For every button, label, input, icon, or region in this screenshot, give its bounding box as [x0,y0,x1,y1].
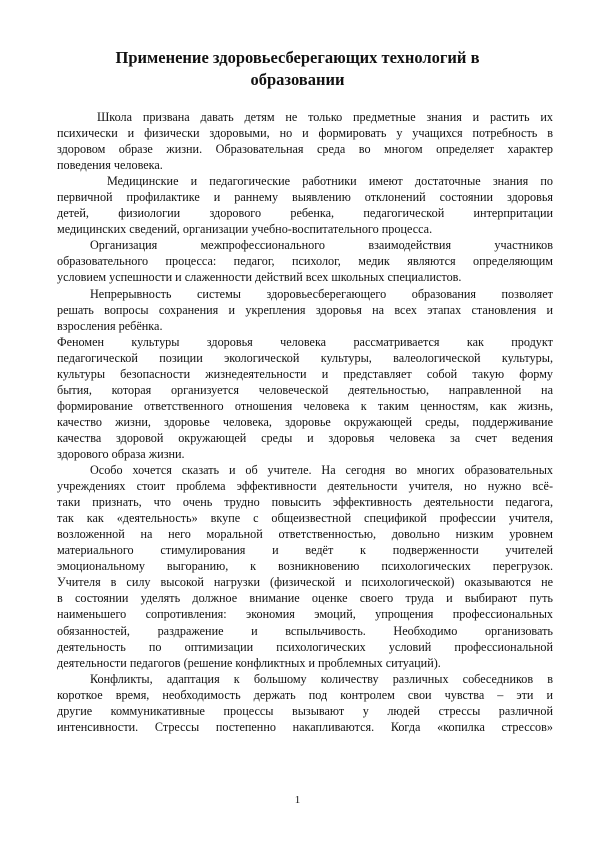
text-line: формирование ответственного отношения человека к таким ценностям, как жизнь, [57,398,553,413]
text-line: Медицинские и педагогические работники имеют достаточные знания по [107,174,553,189]
text-line: условием успешности и слаженности действий всех школьных специалистов. [57,270,462,285]
text-line: учреждениях стоит проблема эффективности деятельности учителя, но нужно всё- [57,479,553,494]
text-line: деятельность по оптимизации психологических условий профессиональной [57,639,553,654]
text-line: Непрерывность системы здоровьесберегающего образования позволяет [90,286,553,301]
text-line: материального стимулирования и ведёт к подверженности учителей [57,543,553,558]
text-line: Школа призвана давать детям не только предметные знания и растить их [97,110,553,124]
text-line: бытия, которая организуется человеческой деятельностью, направленной на [57,382,553,397]
paragraph [57,286,553,334]
text-line: качество жизни, здоровье человека, здоровье окружающей среды, поддерживание [57,414,553,429]
text-line: Организация межпрофессионального взаимодействия участников [90,238,553,253]
paragraph [57,462,553,671]
text-line: Феномен культуры здоровья человека рассматривается как продукт [57,334,553,349]
page-number: 1 [294,794,301,806]
text-line: поведения человека. [57,158,163,173]
text-line: так как «деятельность» вкупе с общеизвестной спецификой профессии учителя, [57,511,553,526]
text-line: короткое время, необходимость держать под контролем свои чувства – эти и [57,687,553,702]
text-line: обязанностей, раздражение и вспыльчивость. Необходимо организовать [57,623,553,638]
text-line: педагогической позиции экологической культуры, валеологической культуры, [57,350,553,365]
text-line: культуры безопасности жизнедеятельности и представляет собой такую форму [57,366,553,381]
text-line: возложенной на него моральной ответственностью, довольно низким уровнем [57,527,553,542]
paragraph [57,173,553,237]
text-line: Особо хочется сказать и об учителе. На сегодня во многих образовательных [90,463,553,478]
page-title [80,47,515,91]
page-title-line: Применение здоровьесберегающих технологий в [115,48,480,67]
paragraph [57,334,553,462]
paragraph [57,237,553,285]
paragraph [57,671,553,735]
text-line: психически и физически здоровыми, но и формировать у учащихся потребность в [57,126,553,141]
text-line: образовательного процесса: педагог, психолог, медик являются определяющим [57,254,553,269]
text-line: интенсивности. Стрессы постепенно накапливаются. Когда «копилка стрессов» [57,719,553,734]
text-line: таки признать, что очень трудно повысить эффективность деятельности педагога, [57,495,553,510]
text-line: Учителя в силу высокой нагрузки (физической и психологической) оказываются не [57,575,553,590]
page-title-line: образовании [250,70,345,89]
document-body [57,109,553,735]
text-line: качества здоровой окружающей среды и здоровья человека за счет ведения [57,430,553,445]
text-line: в состоянии уделять должное внимание оценке своего труда и выбирают путь [57,591,553,606]
text-line: здорового образа жизни. [57,446,185,461]
text-line: первичной профилактике и раннему выявлению отклонений состоянии здоровья [57,190,553,205]
text-line: медицинских сведений, организации учебно-воспитательного процесса. [57,222,433,237]
text-line: эмоциональному выгоранию, к возникновению психологических перегрузок. [57,559,553,574]
paragraph [57,109,553,173]
text-line: другие коммуникативные процессы вызывают у людей стрессы различной [57,703,553,718]
text-line: наименьшего сопротивления: экономия эмоций, упрощения профессиональных [57,607,553,622]
text-line: здоровом образе жизни. Образовательная среда во многом определяет характер [57,142,553,157]
text-line: детей, физиологии здорового ребенка, педагогической интерпритации [57,206,553,221]
text-line: Конфликты, адаптация к большому количеству различных собеседников в [90,671,553,686]
text-line: взросления ребёнка. [57,318,163,333]
text-line: деятельности педагогов (решение конфликтных и проблемных ситуаций). [57,655,441,670]
text-line: решать вопросы сохранения и укрепления здоровья на всех этапах становления и [57,302,553,317]
